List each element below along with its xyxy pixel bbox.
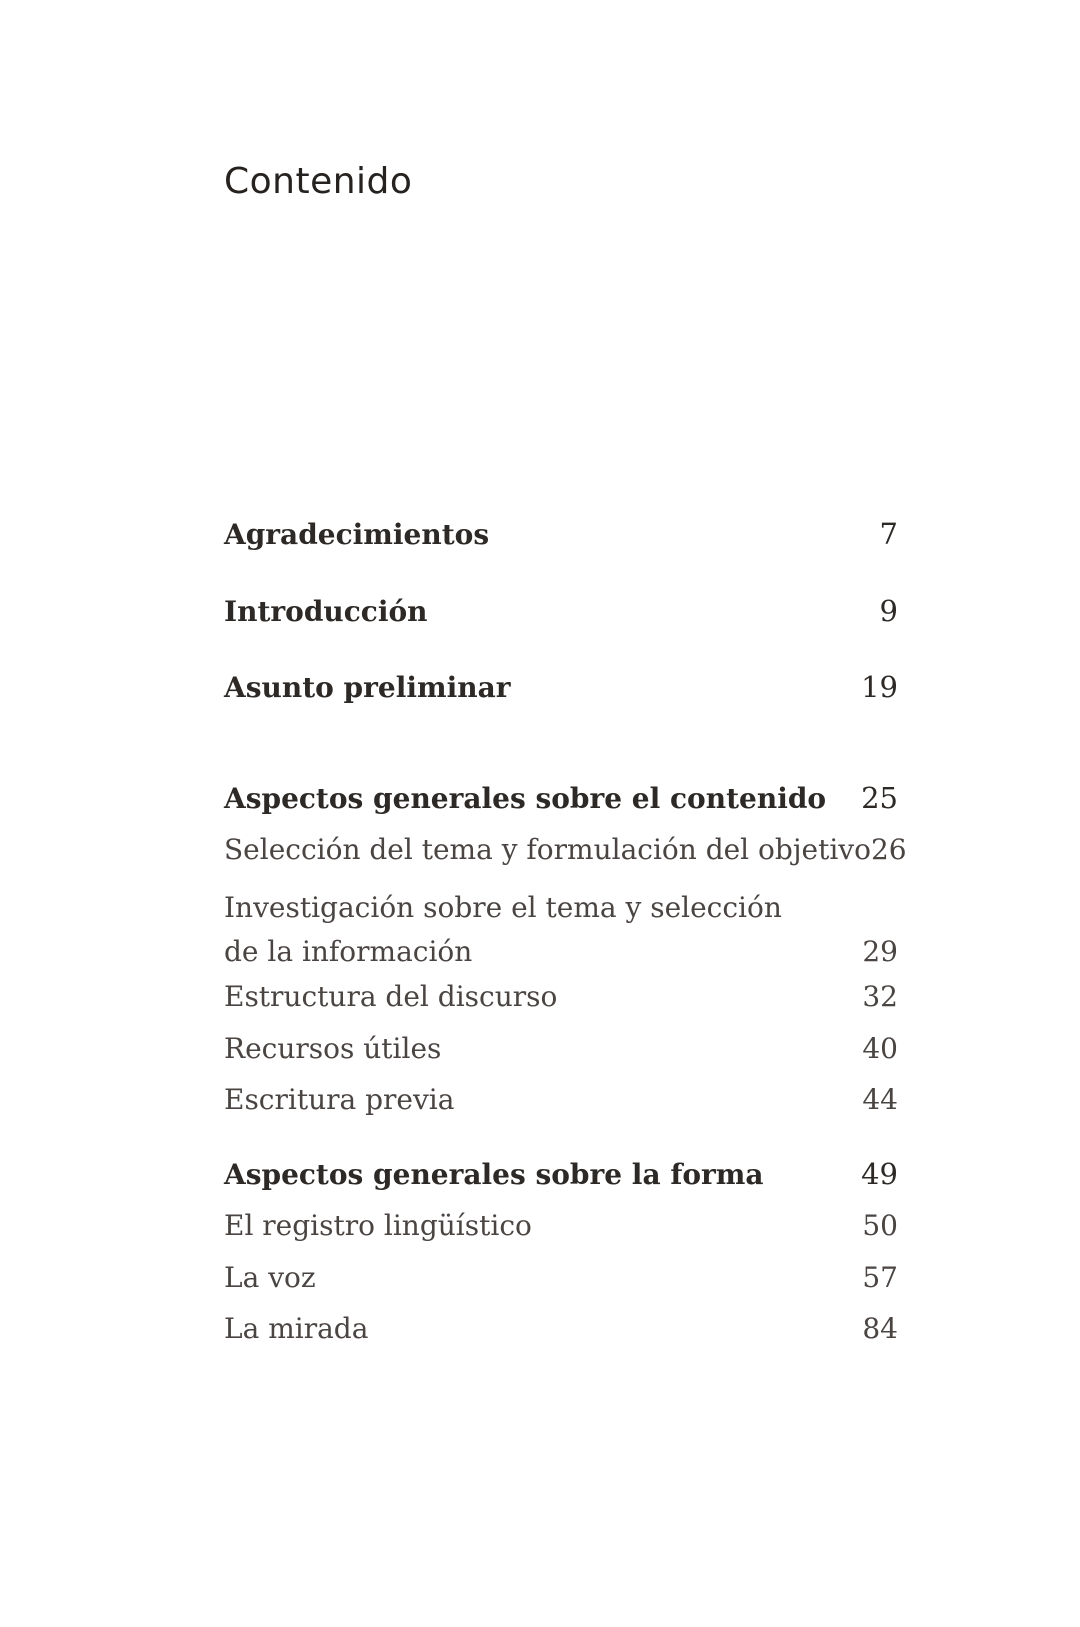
page-title: Contenido — [224, 161, 413, 202]
toc-entry-seleccion-tema — [224, 833, 907, 866]
toc-entry-label: Recursos útiles — [224, 1032, 442, 1065]
toc-section-contenido — [224, 781, 898, 815]
toc-entry-label: Selección del tema y formulación del objetivo — [224, 833, 871, 866]
toc-entry-label: El registro lingüístico — [224, 1209, 532, 1242]
toc-entry-page: 44 — [862, 1083, 898, 1116]
toc-entry-registro — [224, 1209, 898, 1242]
toc-entry-page: 26 — [870, 833, 907, 866]
toc-entry-estructura — [224, 980, 898, 1013]
toc-entry-label — [224, 886, 784, 974]
toc-entry-page: 57 — [862, 1261, 898, 1294]
toc-section-forma — [224, 1157, 898, 1191]
toc-entry-agradecimientos — [224, 517, 898, 551]
toc-entry-page: 7 — [879, 517, 898, 551]
toc-entry-page: 32 — [862, 980, 898, 1013]
toc-entry-page: 49 — [861, 1157, 898, 1191]
toc-entry-label: La mirada — [224, 1312, 369, 1345]
toc-entry-voz — [224, 1261, 898, 1294]
toc-entry-label: Agradecimientos — [224, 518, 490, 551]
toc-entry-investigacion — [224, 886, 898, 974]
toc-entry-label: Introducción — [224, 595, 428, 628]
toc-entry-mirada — [224, 1312, 898, 1345]
toc-entry-label: Asunto preliminar — [224, 671, 511, 704]
toc-entry-label-line1: Investigación sobre el tema y selección — [224, 891, 782, 924]
toc-entry-recursos — [224, 1032, 898, 1065]
toc-entry-label: Aspectos generales sobre la forma — [224, 1158, 764, 1191]
toc-entry-asunto-preliminar — [224, 670, 898, 704]
toc-entry-page: 50 — [862, 1209, 898, 1242]
toc-entry-label: Aspectos generales sobre el contenido — [224, 782, 827, 815]
toc-entry-page: 29 — [862, 935, 898, 968]
toc-entry-page: 25 — [861, 781, 898, 815]
toc-entry-introduccion — [224, 594, 898, 628]
toc-entry-label: Escritura previa — [224, 1083, 455, 1116]
toc-entry-page: 19 — [861, 670, 898, 704]
toc-entry-escritura-previa — [224, 1083, 898, 1116]
toc-entry-page: 84 — [862, 1312, 898, 1345]
toc-entry-page: 40 — [862, 1032, 898, 1065]
toc-entry-label-line2: de la información — [224, 935, 473, 968]
toc-entry-label: Estructura del discurso — [224, 980, 558, 1013]
toc-entry-label: La voz — [224, 1261, 316, 1294]
toc-entry-page: 9 — [879, 594, 898, 628]
